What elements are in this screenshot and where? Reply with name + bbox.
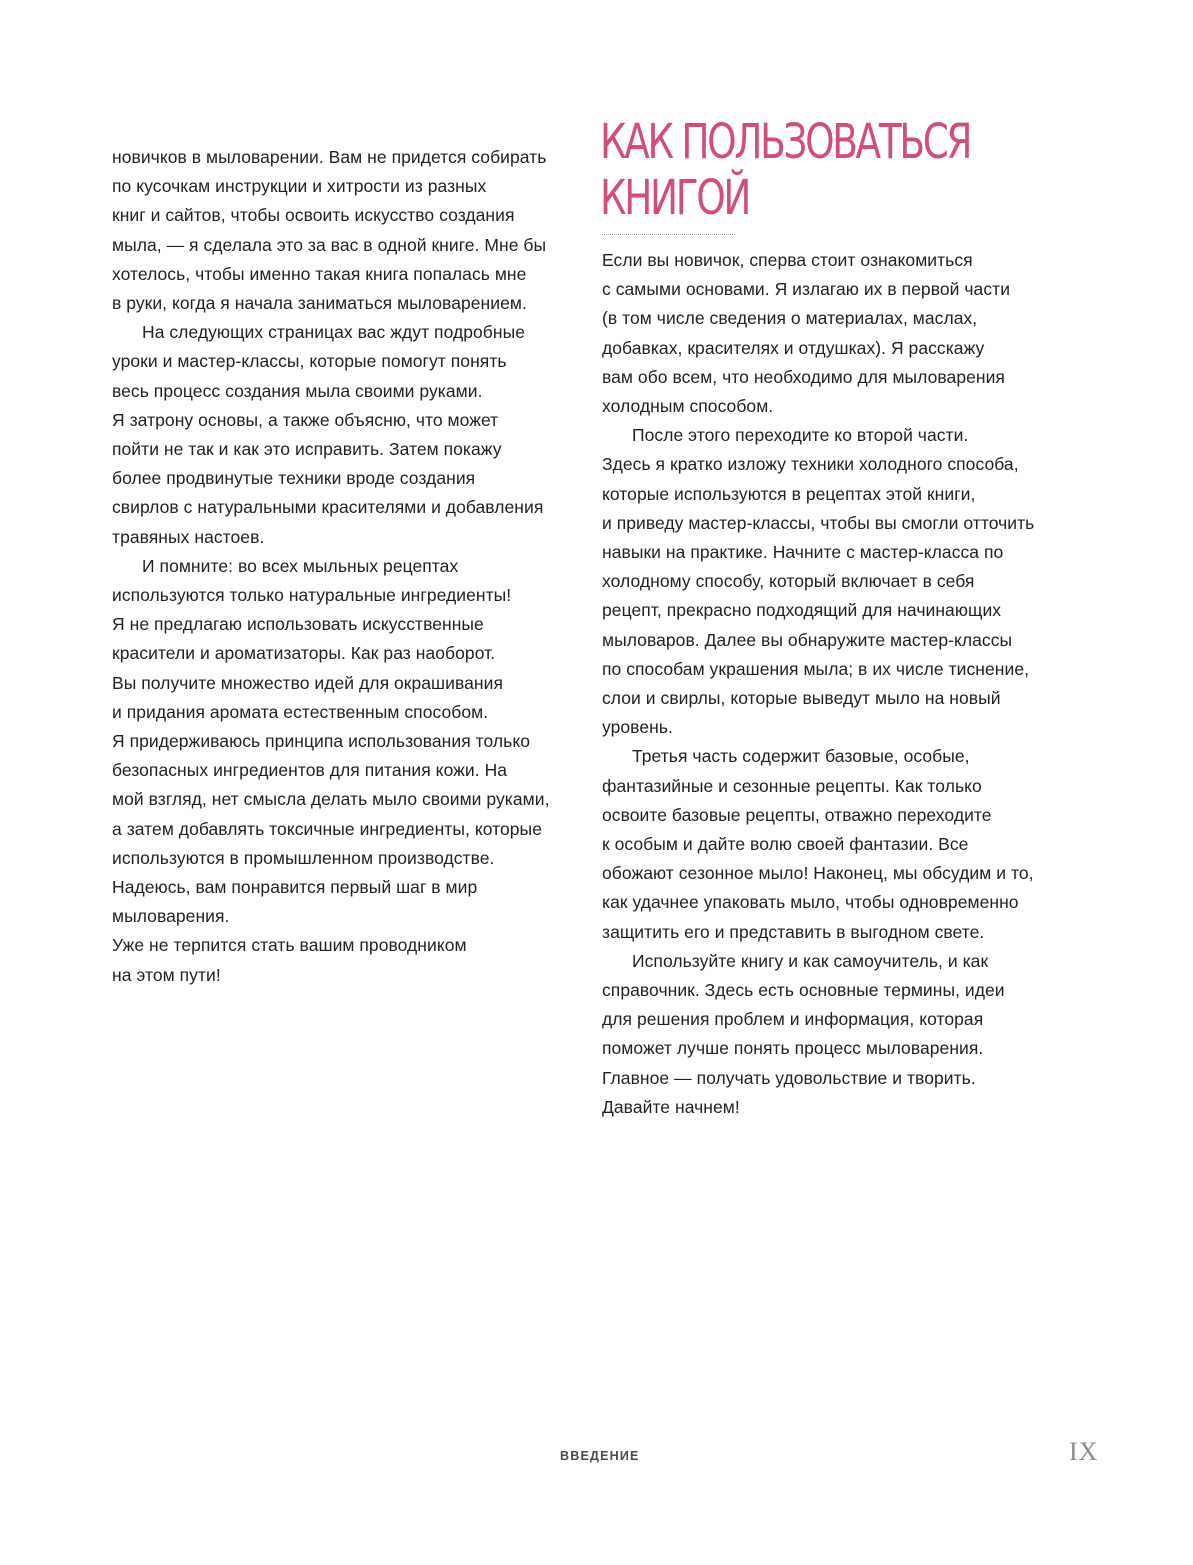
text-line: Используйте книгу и как самоучитель, и как xyxy=(632,950,989,971)
left-paragraph-1 xyxy=(112,143,582,318)
text-line: Я затрону основы, а также объясню, что может xyxy=(112,409,499,430)
text-line: Здесь я кратко изложу техники холодного способа, xyxy=(602,454,1019,475)
text-line: к особым и дайте волю своей фантазии. Все xyxy=(602,834,969,855)
right-paragraph-1 xyxy=(602,246,1072,421)
text-line: холодным способом. xyxy=(602,396,774,417)
text-line: травяных настоев. xyxy=(112,526,265,547)
text-line: Я не предлагаю использовать искусственные xyxy=(112,614,484,635)
text-line: мыловаров. Далее вы обнаружите мастер-классы xyxy=(602,629,1013,650)
text-line: мой взгляд, нет смысла делать мыло своими руками, xyxy=(112,789,550,810)
right-paragraph-2 xyxy=(602,421,1072,742)
text-line: свирлов с натуральными красителями и добавления xyxy=(112,497,544,518)
text-line: книг и сайтов, чтобы освоить искусство создания xyxy=(112,205,515,226)
text-line: Вы получите множество идей для окрашивания xyxy=(112,672,503,693)
right-text-column xyxy=(602,246,1072,1122)
text-line: а затем добавлять токсичные ингредиенты, которые xyxy=(112,818,542,839)
right-paragraph-3 xyxy=(602,742,1072,946)
text-line: красители и ароматизаторы. Как раз наоборот. xyxy=(112,643,496,664)
text-line: по способам украшения мыла; в их числе тиснение, xyxy=(602,658,1030,679)
right-paragraph-4 xyxy=(602,947,1072,1122)
text-line: для решения проблем и информация, которая xyxy=(602,1009,984,1030)
text-line: безопасных ингредиентов для питания кожи. На xyxy=(112,760,508,781)
text-line: и приведу мастер-классы, чтобы вы смогли отточить xyxy=(602,512,1035,533)
text-line: новичков в мыловарении. Вам не придется собирать xyxy=(112,147,547,167)
text-line: слои и свирлы, которые выведут мыло на новый xyxy=(602,688,1001,709)
text-line: Если вы новичок, сперва стоит ознакомиться xyxy=(602,250,973,270)
text-line: в руки, когда я начала заниматься мыловарением. xyxy=(112,293,527,314)
text-line: более продвинутые техники вроде создания xyxy=(112,468,476,489)
section-heading xyxy=(600,114,1006,226)
left-text-column xyxy=(112,143,582,990)
text-line: фантазийные и сезонные рецепты. Как только xyxy=(602,775,982,796)
text-line: добавках, красителях и отдушках). Я расскажу xyxy=(602,337,985,358)
text-line: хотелось, чтобы именно такая книга попалась мне xyxy=(112,263,527,284)
text-line: поможет лучше понять процесс мыловарения. xyxy=(602,1038,984,1059)
text-line: которые используются в рецептах этой книги, xyxy=(602,483,976,504)
text-line: с самыми основами. Я излагаю их в первой части xyxy=(602,279,1011,300)
heading-dotted-rule xyxy=(602,234,735,235)
text-line: освоите базовые рецепты, отважно переходите xyxy=(602,804,992,825)
text-line: Надеюсь, вам понравится первый шаг в мир xyxy=(112,877,478,898)
text-line: и придания аромата естественным способом. xyxy=(112,701,489,722)
left-paragraph-2 xyxy=(112,318,582,552)
text-line: После этого переходите ко второй части. xyxy=(632,425,969,446)
text-line: на этом пути! xyxy=(112,964,221,985)
text-line: Я придерживаюсь принципа использования только xyxy=(112,731,531,752)
text-line: И помните: во всех мыльных рецептах xyxy=(142,555,459,576)
text-line: навыки на практике. Начните с мастер-класса по xyxy=(602,542,1004,563)
text-line: Третья часть содержит базовые, особые, xyxy=(632,746,970,767)
text-line: Давайте начнем! xyxy=(602,1096,740,1117)
text-line: пойти не так и как это исправить. Затем покажу xyxy=(112,439,502,460)
text-line: уровень. xyxy=(602,717,673,738)
text-line: весь процесс создания мыла своими руками. xyxy=(112,380,483,401)
text-line: мыловарения. xyxy=(112,906,230,927)
text-line: На следующих страницах вас ждут подробные xyxy=(142,322,525,343)
text-line: как удачнее упаковать мыло, чтобы одновременно xyxy=(602,892,1019,913)
text-line: обожают сезонное мыло! Наконец, мы обсудим и то, xyxy=(602,863,1034,884)
text-line: используются только натуральные ингредиенты! xyxy=(112,585,512,606)
text-line: рецепт, прекрасно подходящий для начинающих xyxy=(602,600,1002,621)
heading-line-2: КНИГОЙ xyxy=(600,170,750,226)
text-line: холодному способу, который включает в себя xyxy=(602,571,975,592)
left-paragraph-3 xyxy=(112,552,582,990)
text-line: защитить его и представить в выгодном свете. xyxy=(602,921,985,942)
footer-section-label: ВВЕДЕНИЕ xyxy=(560,1449,640,1463)
text-line: Главное — получать удовольствие и творить. xyxy=(602,1067,976,1088)
heading-line-1: КАК ПОЛЬЗОВАТЬСЯ xyxy=(600,114,971,170)
text-line: вам обо всем, что необходимо для мыловарения xyxy=(602,366,1005,387)
text-line: Уже не терпится стать вашим проводником xyxy=(112,935,467,956)
text-line: справочник. Здесь есть основные термины, идеи xyxy=(602,980,1005,1001)
text-line: по кусочкам инструкции и хитрости из разных xyxy=(112,176,487,197)
page-number: IX xyxy=(1069,1437,1099,1466)
text-line: мыла, — я сделала это за вас в одной книге. Мне бы xyxy=(112,234,547,255)
text-line: используются в промышленном производстве. xyxy=(112,847,495,868)
text-line: уроки и мастер-классы, которые помогут понять xyxy=(112,351,507,372)
text-line: (в том числе сведения о материалах, маслах, xyxy=(602,308,978,329)
